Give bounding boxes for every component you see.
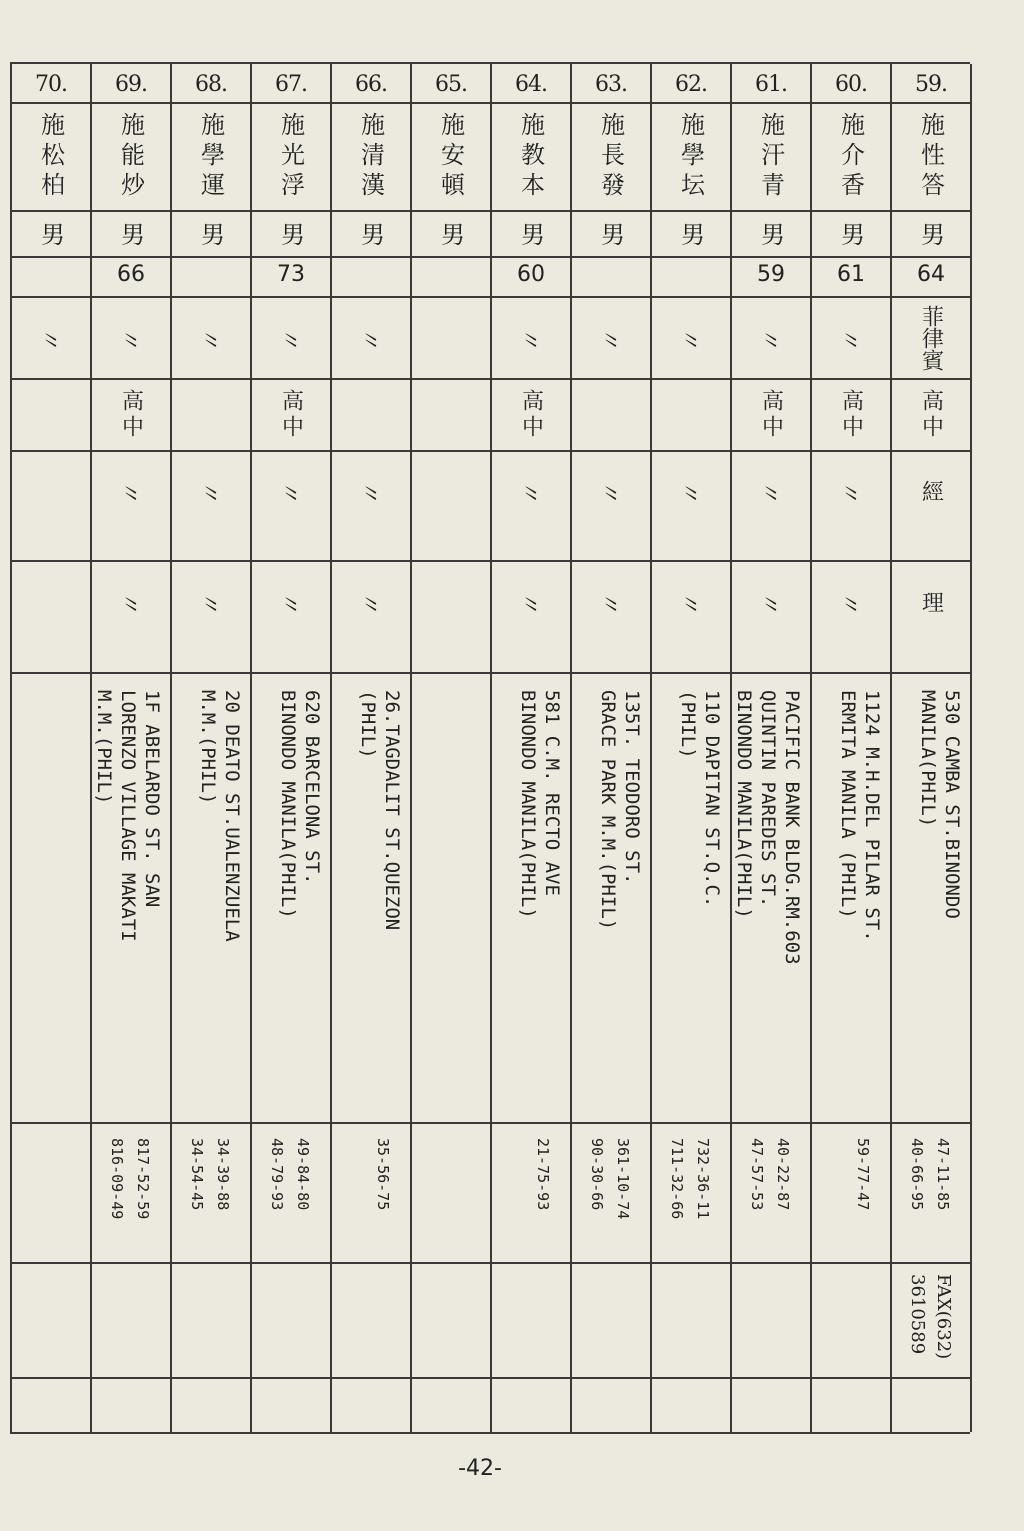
cell-title2: 〃	[572, 562, 650, 674]
cell-title1: 〃	[172, 452, 250, 562]
cell-no: 67.	[252, 64, 330, 104]
table-column	[892, 64, 972, 1432]
cell-blank	[732, 1379, 810, 1432]
cell-fax	[812, 1264, 890, 1379]
cell-blank	[652, 1379, 730, 1432]
cell-address: 26.TAGDALIT ST.QUEZON (PHIL)	[332, 674, 410, 1124]
cell-nationality: 菲律賓	[892, 298, 970, 380]
cell-education: 高中	[892, 380, 970, 452]
table-column	[92, 64, 172, 1432]
cell-title1: 〃	[252, 452, 330, 562]
cell-fax	[572, 1264, 650, 1379]
cell-no: 61.	[732, 64, 810, 104]
table-column	[252, 64, 332, 1432]
cell-sex: 男	[12, 212, 90, 258]
cell-address: 581 C.M. RECTO AVE BINONDO MANILA(PHIL)	[492, 674, 570, 1124]
cell-no: 68.	[172, 64, 250, 104]
cell-address: 1F ABELARDO ST. SAN LORENZO VILLAGE MAKATI M.M.(PHIL)	[92, 674, 170, 1124]
cell-name: 施能炒	[92, 104, 170, 212]
cell-no: 59.	[892, 64, 970, 104]
cell-tel: 732-36-11 711-32-66	[652, 1124, 730, 1264]
cell-address	[12, 674, 90, 1124]
cell-education	[412, 380, 490, 452]
cell-education	[572, 380, 650, 452]
cell-name: 施安頓	[412, 104, 490, 212]
cell-age: 61	[812, 258, 890, 298]
cell-nationality	[412, 298, 490, 380]
cell-tel: 35-56-75	[332, 1124, 410, 1264]
table-column	[332, 64, 412, 1432]
cell-education: 高中	[492, 380, 570, 452]
cell-age	[12, 258, 90, 298]
cell-age	[572, 258, 650, 298]
cell-education	[12, 380, 90, 452]
table-column	[492, 64, 572, 1432]
cell-fax	[652, 1264, 730, 1379]
cell-title2: 〃	[172, 562, 250, 674]
cell-title1: 〃	[652, 452, 730, 562]
table-column	[572, 64, 652, 1432]
cell-address: 1124 M.H.DEL PILAR ST. ERMITA MANILA (PHIL)	[812, 674, 890, 1124]
cell-title2: 〃	[812, 562, 890, 674]
table-column	[412, 64, 492, 1432]
cell-sex: 男	[412, 212, 490, 258]
cell-title1: 〃	[332, 452, 410, 562]
cell-fax	[252, 1264, 330, 1379]
cell-age	[412, 258, 490, 298]
cell-name: 施清漢	[332, 104, 410, 212]
cell-blank	[12, 1379, 90, 1432]
cell-nationality: 〃	[572, 298, 650, 380]
member-table	[10, 62, 970, 1434]
cell-nationality: 〃	[732, 298, 810, 380]
cell-address: 135T. TEODORO ST. GRACE PARK M.M.(PHIL)	[572, 674, 650, 1124]
table-column	[172, 64, 252, 1432]
cell-name: 施光浮	[252, 104, 330, 212]
page-number: -42-	[458, 1456, 502, 1481]
cell-name: 施學坛	[652, 104, 730, 212]
cell-age: 73	[252, 258, 330, 298]
cell-age: 64	[892, 258, 970, 298]
cell-tel: 59-77-47	[812, 1124, 890, 1264]
cell-no: 69.	[92, 64, 170, 104]
cell-title1: 經	[892, 452, 970, 562]
cell-fax	[492, 1264, 570, 1379]
cell-blank	[492, 1379, 570, 1432]
cell-sex: 男	[92, 212, 170, 258]
cell-sex: 男	[572, 212, 650, 258]
cell-tel: 21-75-93	[492, 1124, 570, 1264]
cell-title2: 理	[892, 562, 970, 674]
cell-title2: 〃	[332, 562, 410, 674]
cell-fax	[92, 1264, 170, 1379]
cell-no: 63.	[572, 64, 650, 104]
cell-tel: 34-39-88 34-54-45	[172, 1124, 250, 1264]
cell-education: 高中	[812, 380, 890, 452]
cell-nationality: 〃	[652, 298, 730, 380]
cell-nationality: 〃	[812, 298, 890, 380]
cell-fax	[412, 1264, 490, 1379]
cell-address: 620 BARCELONA ST. BINONDO MANILA(PHIL)	[252, 674, 330, 1124]
cell-address: 530 CAMBA ST.BINONDO MANILA(PHIL)	[892, 674, 970, 1124]
table-column	[12, 64, 92, 1432]
cell-address: 110 DAPITAN ST.Q.C. (PHIL)	[652, 674, 730, 1124]
cell-blank	[412, 1379, 490, 1432]
cell-sex: 男	[332, 212, 410, 258]
cell-name: 施教本	[492, 104, 570, 212]
cell-title1: 〃	[92, 452, 170, 562]
cell-tel: 47-11-85 40-66-95	[892, 1124, 970, 1264]
cell-title1: 〃	[492, 452, 570, 562]
cell-blank	[812, 1379, 890, 1432]
cell-nationality: 〃	[172, 298, 250, 380]
cell-age	[652, 258, 730, 298]
cell-sex: 男	[252, 212, 330, 258]
cell-name: 施性答	[892, 104, 970, 212]
cell-title1: 〃	[732, 452, 810, 562]
cell-name: 施汗青	[732, 104, 810, 212]
cell-fax	[12, 1264, 90, 1379]
cell-no: 62.	[652, 64, 730, 104]
cell-title1: 〃	[572, 452, 650, 562]
cell-sex: 男	[652, 212, 730, 258]
cell-title2	[412, 562, 490, 674]
cell-tel: 49-84-80 48-79-93	[252, 1124, 330, 1264]
cell-blank	[572, 1379, 650, 1432]
cell-no: 70.	[12, 64, 90, 104]
cell-fax	[172, 1264, 250, 1379]
cell-no: 66.	[332, 64, 410, 104]
cell-tel	[12, 1124, 90, 1264]
cell-title2: 〃	[492, 562, 570, 674]
cell-title2: 〃	[92, 562, 170, 674]
cell-fax: FAX(632) 3610589	[892, 1264, 970, 1379]
cell-address	[412, 674, 490, 1124]
cell-age: 66	[92, 258, 170, 298]
cell-address: 20 DEATO ST.UALENZUELA M.M.(PHIL)	[172, 674, 250, 1124]
cell-education: 高中	[732, 380, 810, 452]
cell-no: 65.	[412, 64, 490, 104]
cell-tel: 817-52-59 816-09-49	[92, 1124, 170, 1264]
cell-title1	[412, 452, 490, 562]
cell-title2: 〃	[732, 562, 810, 674]
cell-title2: 〃	[652, 562, 730, 674]
cell-no: 64.	[492, 64, 570, 104]
cell-name: 施介香	[812, 104, 890, 212]
cell-blank	[892, 1379, 970, 1432]
cell-nationality: 〃	[252, 298, 330, 380]
cell-fax	[332, 1264, 410, 1379]
cell-name: 施長發	[572, 104, 650, 212]
cell-address: PACIFIC BANK BLDG.RM.603 QUINTIN PAREDES ST. BINONDO MANILA(PHIL)	[732, 674, 810, 1124]
cell-tel: 361-10-74 90-30-66	[572, 1124, 650, 1264]
cell-nationality: 〃	[12, 298, 90, 380]
cell-nationality: 〃	[92, 298, 170, 380]
cell-age: 60	[492, 258, 570, 298]
cell-age	[332, 258, 410, 298]
cell-education	[652, 380, 730, 452]
table-column	[652, 64, 732, 1432]
cell-tel	[412, 1124, 490, 1264]
cell-age	[172, 258, 250, 298]
cell-education	[332, 380, 410, 452]
cell-sex: 男	[172, 212, 250, 258]
cell-education: 高中	[92, 380, 170, 452]
cell-title2	[12, 562, 90, 674]
cell-sex: 男	[892, 212, 970, 258]
cell-title1: 〃	[812, 452, 890, 562]
cell-blank	[252, 1379, 330, 1432]
cell-sex: 男	[492, 212, 570, 258]
cell-title1	[12, 452, 90, 562]
cell-age: 59	[732, 258, 810, 298]
cell-title2: 〃	[252, 562, 330, 674]
cell-no: 60.	[812, 64, 890, 104]
cell-fax	[732, 1264, 810, 1379]
cell-blank	[92, 1379, 170, 1432]
cell-nationality: 〃	[492, 298, 570, 380]
cell-sex: 男	[732, 212, 810, 258]
cell-blank	[172, 1379, 250, 1432]
cell-name: 施松柏	[12, 104, 90, 212]
table-column	[732, 64, 812, 1432]
cell-sex: 男	[812, 212, 890, 258]
cell-blank	[332, 1379, 410, 1432]
cell-education: 高中	[252, 380, 330, 452]
cell-tel: 40-22-87 47-57-53	[732, 1124, 810, 1264]
cell-nationality: 〃	[332, 298, 410, 380]
table-column	[812, 64, 892, 1432]
cell-education	[172, 380, 250, 452]
cell-name: 施學運	[172, 104, 250, 212]
